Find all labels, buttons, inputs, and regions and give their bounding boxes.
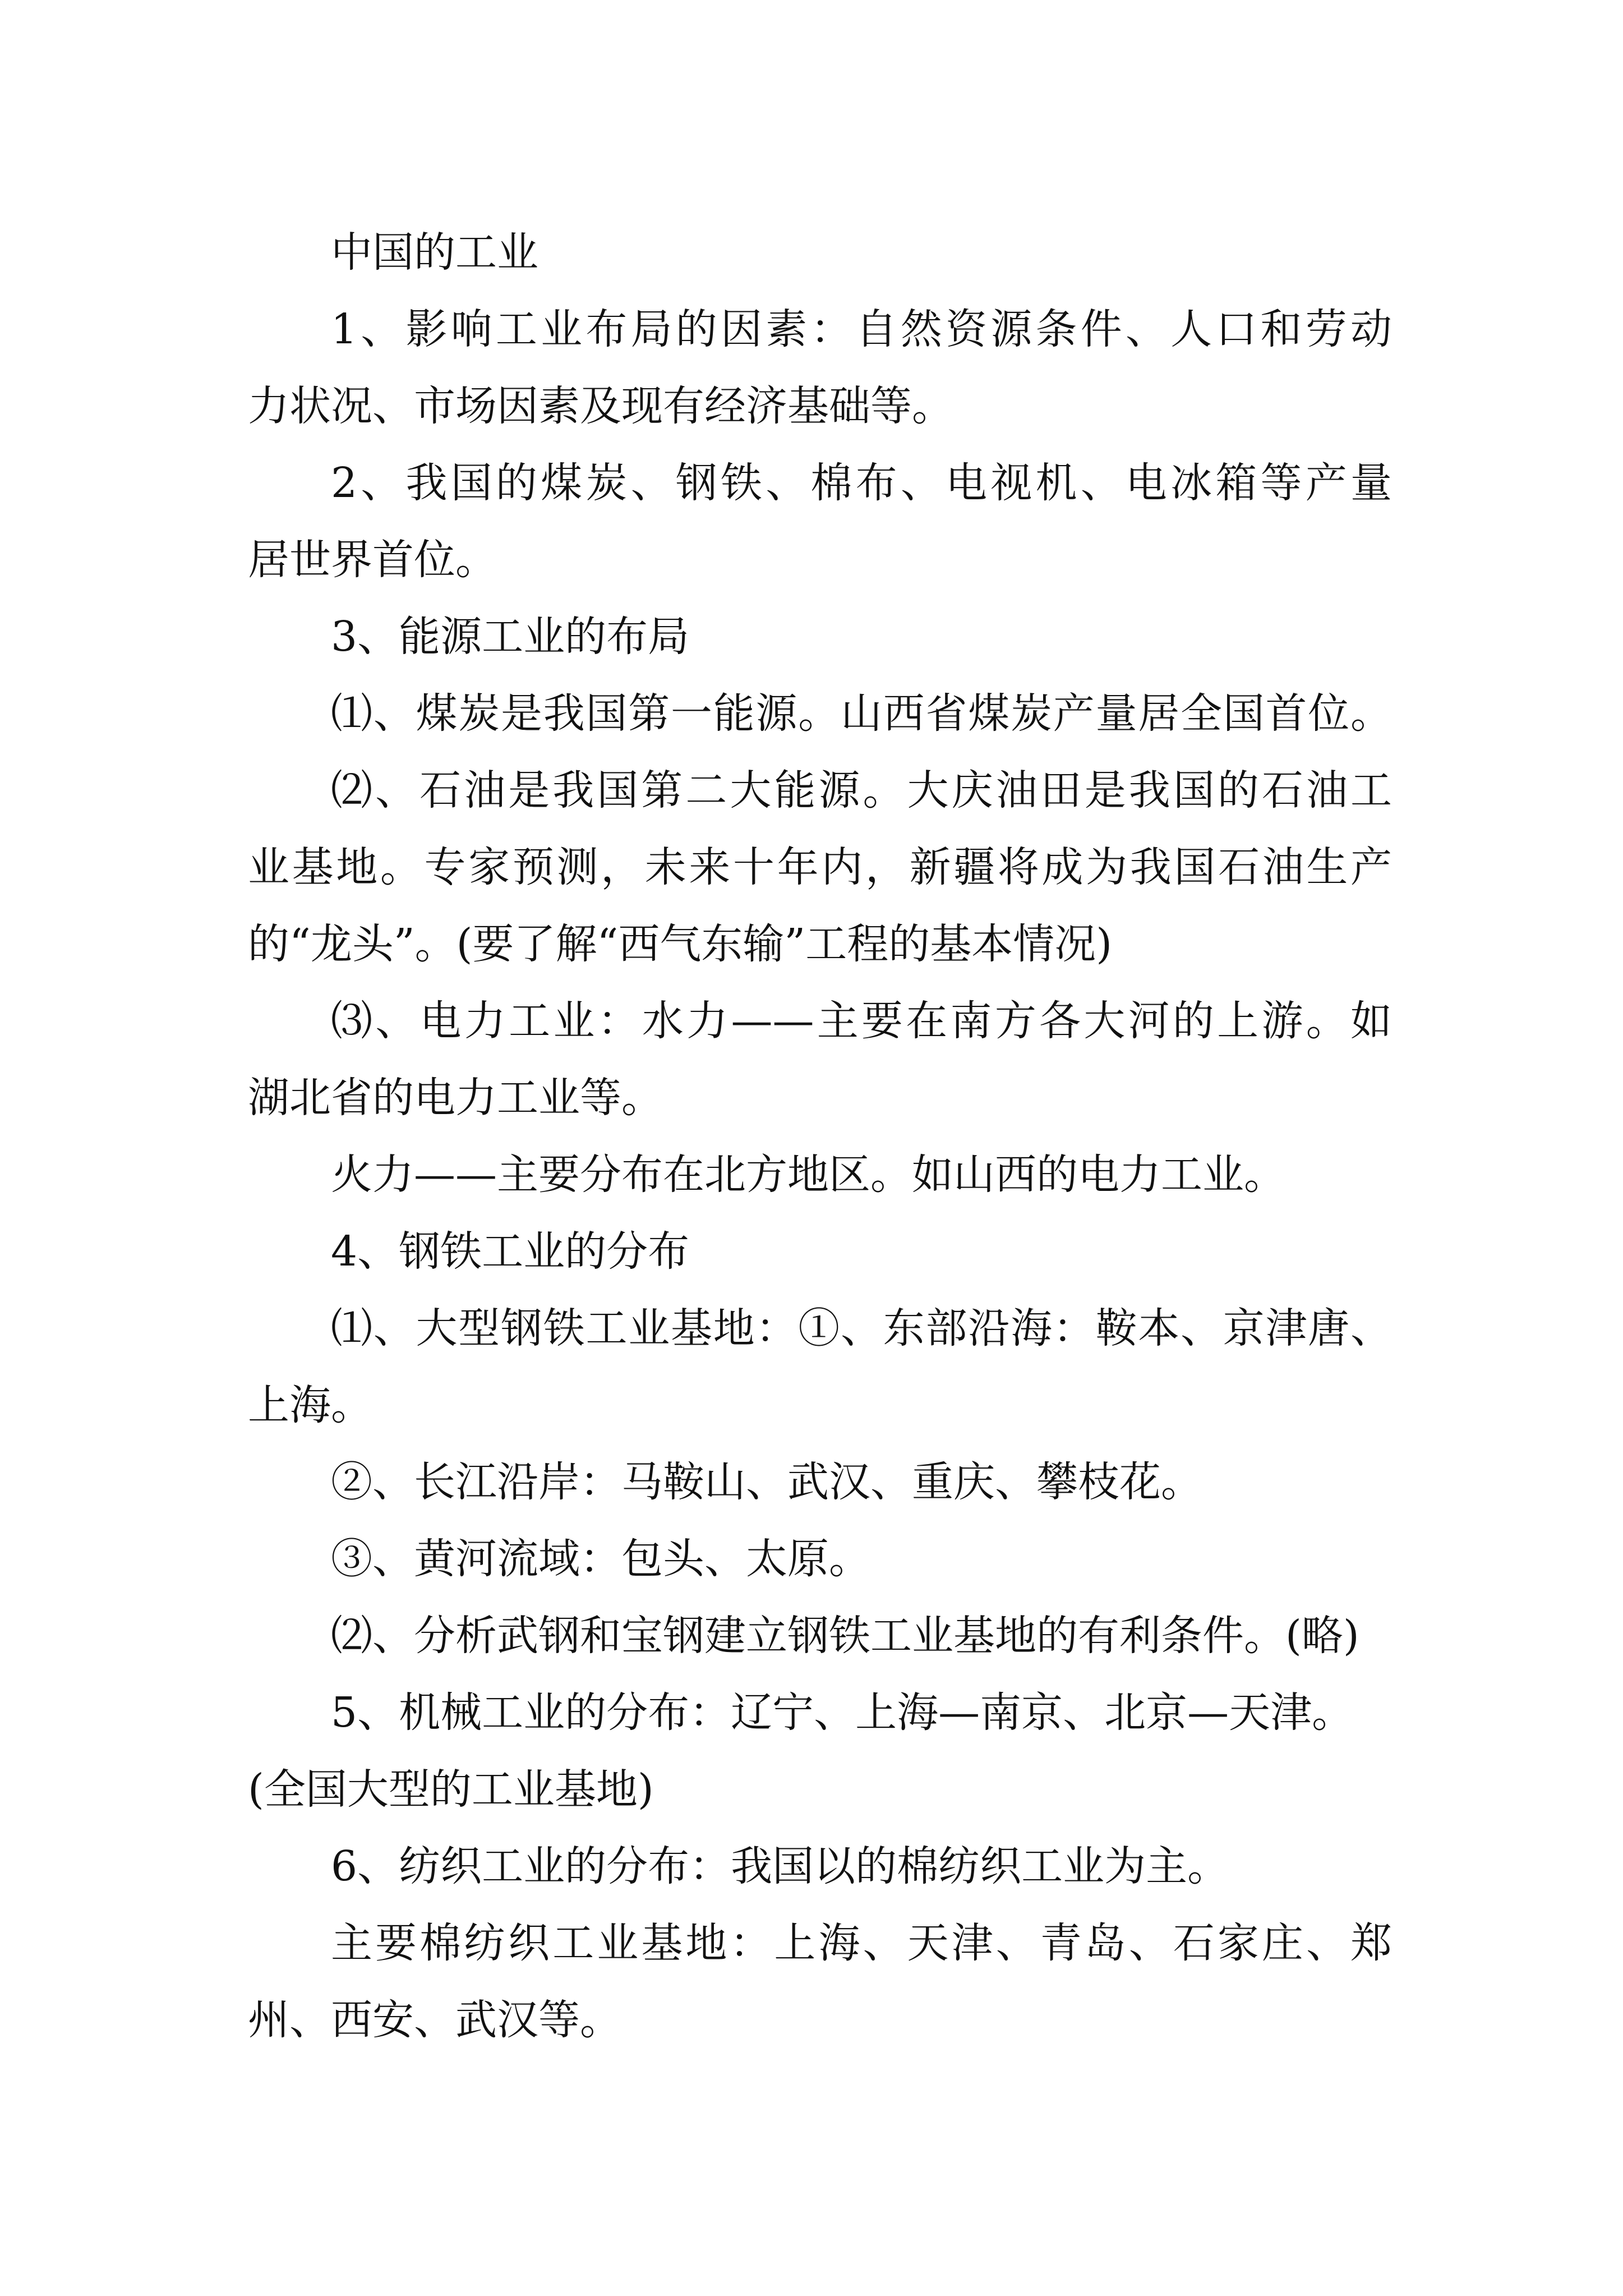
paragraph-line: ③、黄河流域：包头、太原。: [331, 1535, 870, 1583]
paragraph-line: 业基地。专家预测，未来十年内，新疆将成为我国石油生产: [248, 843, 1392, 891]
section-heading: 4、钢铁工业的分布: [331, 1227, 690, 1276]
paragraph-line: ⑵、分析武钢和宝钢建立钢铁工业基地的有利条件。(略): [331, 1612, 1359, 1660]
paragraph-line: 的“龙头”。(要了解“西气东输”工程的基本情况): [248, 920, 1113, 968]
paragraph-line: 6、纺织工业的分布：我国以的棉纺织工业为主。: [331, 1842, 1229, 1890]
paragraph-line: ②、长江沿岸：马鞍山、武汉、重庆、攀枝花。: [331, 1458, 1202, 1506]
paragraph-line: 2、我国的煤炭、钢铁、棉布、电视机、电冰箱等产量: [331, 459, 1392, 507]
paragraph-line: 上海。: [248, 1381, 372, 1429]
paragraph-line: ⑴、煤炭是我国第一能源。山西省煤炭产量居全国首位。: [331, 689, 1392, 738]
paragraph-line: 1、影响工业布局的因素：自然资源条件、人口和劳动: [331, 305, 1392, 353]
paragraph-line: 居世界首位。: [248, 536, 497, 584]
paragraph-line: 主要棉纺织工业基地：上海、天津、青岛、石家庄、郑: [331, 1919, 1392, 1967]
paragraph-line: 湖北省的电力工业等。: [248, 1074, 663, 1122]
paragraph-line: ⑴、大型钢铁工业基地：①、东部沿海：鞍本、京津唐、: [331, 1304, 1392, 1352]
paragraph-line: ⑶、电力工业：水力——主要在南方各大河的上游。如: [331, 997, 1392, 1045]
document-page: [248, 214, 1392, 2059]
paragraph-line: 州、西安、武汉等。: [248, 1996, 621, 2044]
paragraph-line: 5、机械工业的分布：辽宁、上海—南京、北京—天津。: [331, 1688, 1354, 1737]
paragraph-line: 火力——主要分布在北方地区。如山西的电力工业。: [331, 1151, 1285, 1199]
section-heading: 3、能源工业的布局: [331, 613, 690, 661]
document-title: 中国的工业: [331, 228, 538, 277]
paragraph-line: 力状况、市场因素及现有经济基础等。: [248, 382, 953, 430]
paragraph-line: (全国大型的工业基地): [248, 1765, 654, 1814]
paragraph-line: ⑵、石油是我国第二大能源。大庆油田是我国的石油工: [331, 766, 1392, 815]
